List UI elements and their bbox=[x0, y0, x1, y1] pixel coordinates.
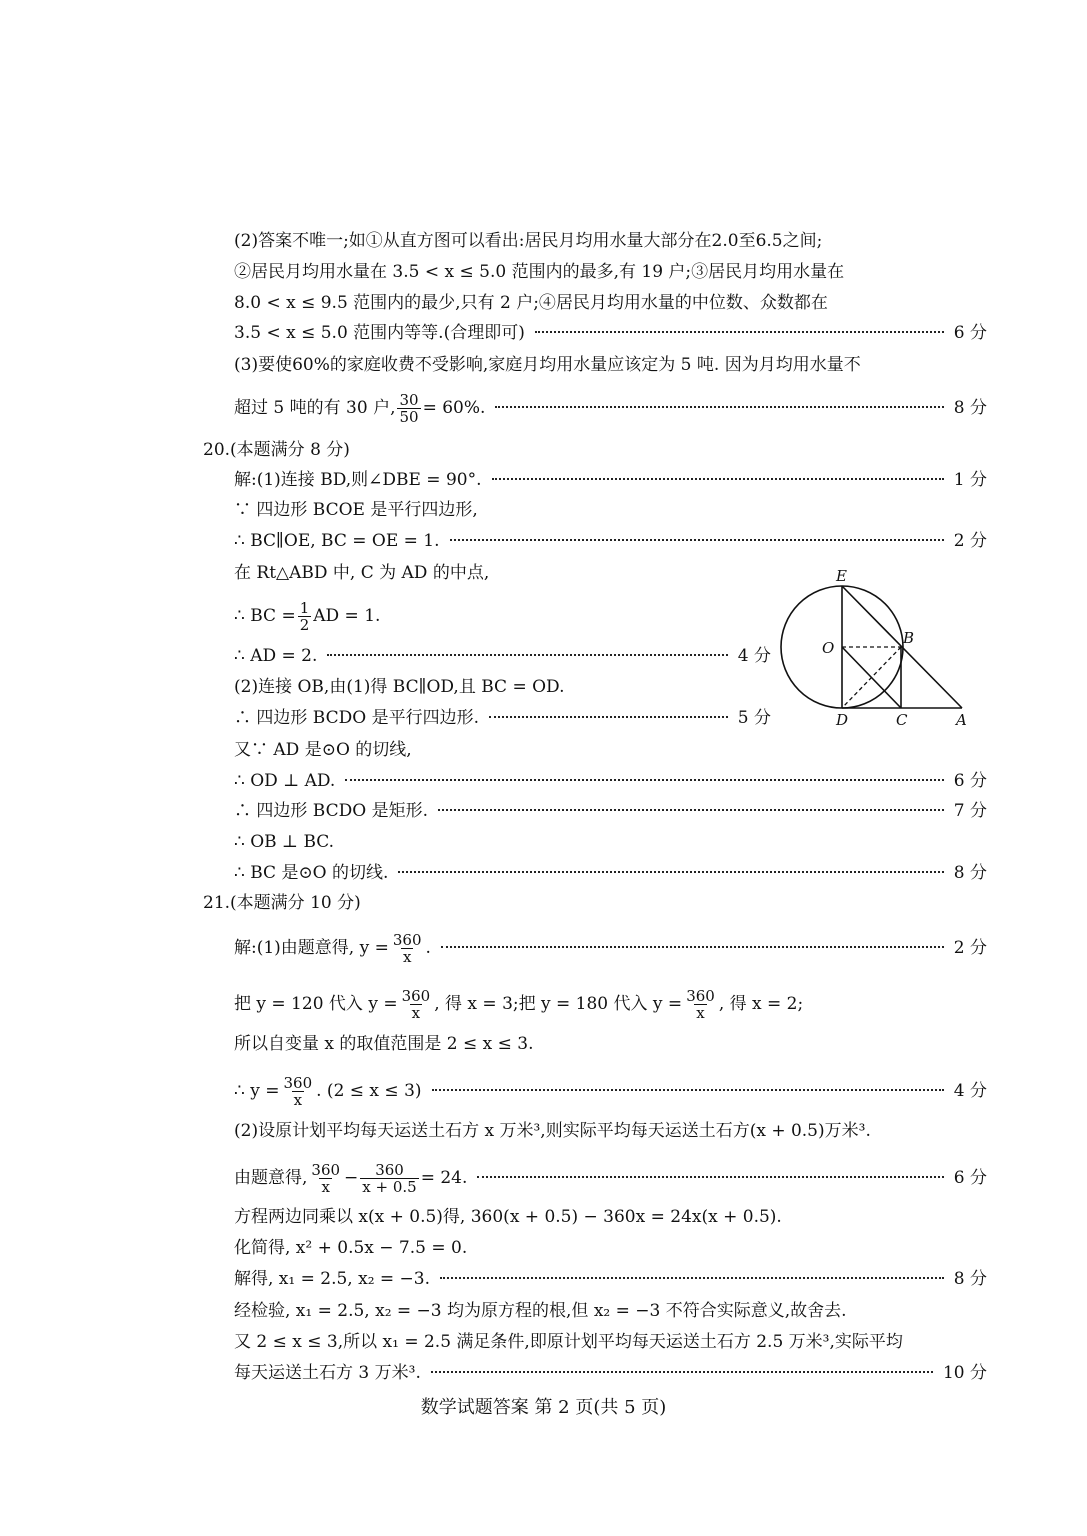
score-label: 4 分 bbox=[737, 646, 771, 666]
fraction: $\frac{360}{x}$ bbox=[686, 987, 715, 1022]
q21-line-11: 又 2 ≤ x ≤ 3,所以 x₁ = 2.5 满足条件,即原计划平均每天运送土石方 2.5 万米³,实际平均 bbox=[234, 1332, 903, 1352]
q20-line-3: ∴ BC∥OE, BC = OE = 1. 2 分 bbox=[234, 531, 987, 551]
q21-line-9: 解得, x₁ = 2.5, x₂ = −3. 8 分 bbox=[234, 1269, 987, 1289]
score-label: 7 分 bbox=[953, 801, 987, 821]
q19-line-4-text: 3.5 < x ≤ 5.0 范围内等等.(合理即可) bbox=[234, 323, 525, 343]
q20-line-8: ∴ 四边形 BCDO 是平行四边形. 5 分 bbox=[234, 708, 771, 728]
q20-line-11: ∴ 四边形 BCDO 是矩形. 7 分 bbox=[234, 801, 987, 821]
q21-line-10: 经检验, x₁ = 2.5, x₂ = −3 均为原方程的根,但 x₂ = −3 不符合实际意义,故舍去. bbox=[234, 1301, 847, 1321]
q21-line-6: 由题意得, $\frac{360}{x}$ − $\frac{360}{x + 0.5}$ = 24. 6 分 bbox=[234, 1161, 987, 1196]
score-label: 6 分 bbox=[953, 1168, 987, 1188]
leader-dots bbox=[441, 946, 944, 948]
q21-line-8: 化简得, x² + 0.5x − 7.5 = 0. bbox=[234, 1238, 468, 1258]
fraction: $\frac{360}{x}$ bbox=[392, 931, 422, 966]
q21-line-12: 每天运送土石方 3 万米³. 10 分 bbox=[234, 1363, 987, 1383]
leader-dots bbox=[492, 478, 944, 480]
score-label: 10 分 bbox=[942, 1363, 987, 1383]
score-label: 8 分 bbox=[953, 1269, 987, 1289]
fraction: $\frac{360}{x}$ bbox=[401, 987, 431, 1022]
label-a: A bbox=[956, 711, 967, 729]
label-b: B bbox=[903, 629, 915, 647]
leader-dots bbox=[432, 1089, 944, 1091]
q19-line-3: 8.0 < x ≤ 9.5 范围内的最少,只有 2 户;④居民月均用水量的中位数、众数都在 bbox=[234, 293, 828, 313]
q20-line-7: (2)连接 OB,由(1)得 BC∥OD,且 BC = OD. bbox=[234, 677, 565, 697]
q19-line-4 bbox=[234, 322, 987, 344]
q20-line-5: ∴ BC = $\frac{1}{2}$ AD = 1. bbox=[234, 599, 381, 634]
q19-line-6-text: 超过 5 吨的有 30 户, $\frac{30}{50}$ = 60%. bbox=[234, 391, 486, 426]
q20-line-4: 在 Rt△ABD 中, C 为 AD 的中点, bbox=[234, 563, 490, 583]
q20-line-9: 又∵ AD 是⊙O 的切线, bbox=[234, 740, 412, 760]
leader-dots bbox=[450, 539, 944, 541]
leader-dots bbox=[495, 406, 943, 408]
q21-line-2: 把 y = 120 代入 y = $\frac{360}{x}$ , 得 x = 3;把 y = 180 代入 y = $\frac{360}{x}$ , 得 x = 2; bbox=[234, 987, 804, 1022]
label-d: D bbox=[836, 711, 849, 729]
q21-line-7: 方程两边同乘以 x(x + 0.5)得, 360(x + 0.5) − 360x = 24x(x + 0.5). bbox=[234, 1207, 782, 1227]
leader-dots bbox=[438, 809, 944, 811]
q21-title: 21.(本题满分 10 分) bbox=[203, 893, 361, 913]
geometry-figure bbox=[770, 565, 980, 730]
score-label: 1 分 bbox=[953, 470, 987, 490]
score-label: 6 分 bbox=[953, 771, 987, 791]
fraction: $\frac{360}{x}$ bbox=[311, 1161, 341, 1196]
q20-line-6: ∴ AD = 2. 4 分 bbox=[234, 646, 771, 666]
leader-dots bbox=[535, 331, 944, 333]
leader-dots bbox=[489, 716, 728, 718]
q19-line-5: (3)要使60%的家庭收费不受影响,家庭月均用水量应该定为 5 吨. 因为月均用水量不 bbox=[234, 355, 861, 375]
leader-dots bbox=[327, 654, 727, 656]
score-label: 8 分 bbox=[953, 398, 987, 418]
score-label: 4 分 bbox=[953, 1081, 987, 1101]
leader-dots bbox=[398, 871, 943, 873]
leader-dots bbox=[440, 1277, 944, 1279]
leader-dots bbox=[345, 779, 943, 781]
fraction: $\frac{360}{x}$ bbox=[283, 1074, 313, 1109]
leader-dots bbox=[431, 1371, 933, 1373]
score-label: 2 分 bbox=[953, 531, 987, 551]
label-e: E bbox=[836, 567, 847, 585]
q19-line-2: ②居民月均用水量在 3.5 < x ≤ 5.0 范围内的最多,有 19 户;③居民月均用水量在 bbox=[234, 262, 845, 282]
score-label: 8 分 bbox=[953, 863, 987, 883]
q20-line-2: ∵ 四边形 BCOE 是平行四边形, bbox=[234, 500, 478, 520]
q19-line-6 bbox=[234, 392, 987, 425]
q20-line-1: 解:(1)连接 BD,则∠DBE = 90°. 1 分 bbox=[234, 470, 987, 490]
leader-dots bbox=[477, 1176, 943, 1178]
q21-line-1: 解:(1)由题意得, y = $\frac{360}{x}$ . 2 分 bbox=[234, 931, 987, 966]
q20-line-12: ∴ OB ⊥ BC. bbox=[234, 832, 335, 852]
page-footer: 数学试题答案 第 2 页(共 5 页) bbox=[420, 1397, 667, 1418]
score-label: 2 分 bbox=[953, 938, 987, 958]
score-label: 5 分 bbox=[737, 708, 771, 728]
fraction: $\frac{1}{2}$ bbox=[299, 599, 310, 634]
q21-line-4: ∴ y = $\frac{360}{x}$ . (2 ≤ x ≤ 3) 4 分 bbox=[234, 1074, 987, 1109]
q20-line-10: ∴ OD ⊥ AD. 6 分 bbox=[234, 771, 987, 791]
q21-line-5: (2)设原计划平均每天运送土石方 x 万米³,则实际平均每天运送土石方(x + 0.5)万米³. bbox=[234, 1121, 871, 1141]
fraction: $\frac{30}{50}$ bbox=[399, 391, 419, 426]
q20-line-13: ∴ BC 是⊙O 的切线. 8 分 bbox=[234, 863, 987, 883]
score-label: 6 分 bbox=[953, 323, 987, 343]
label-c: C bbox=[896, 711, 908, 729]
fraction: $\frac{360}{x + 0.5}$ bbox=[362, 1161, 417, 1196]
q20-title: 20.(本题满分 8 分) bbox=[203, 440, 350, 460]
q21-line-3: 所以自变量 x 的取值范围是 2 ≤ x ≤ 3. bbox=[234, 1034, 534, 1054]
label-o: O bbox=[822, 639, 835, 657]
q19-line-1: (2)答案不唯一;如①从直方图可以看出:居民月均用水量大部分在2.0至6.5之间; bbox=[234, 231, 823, 251]
